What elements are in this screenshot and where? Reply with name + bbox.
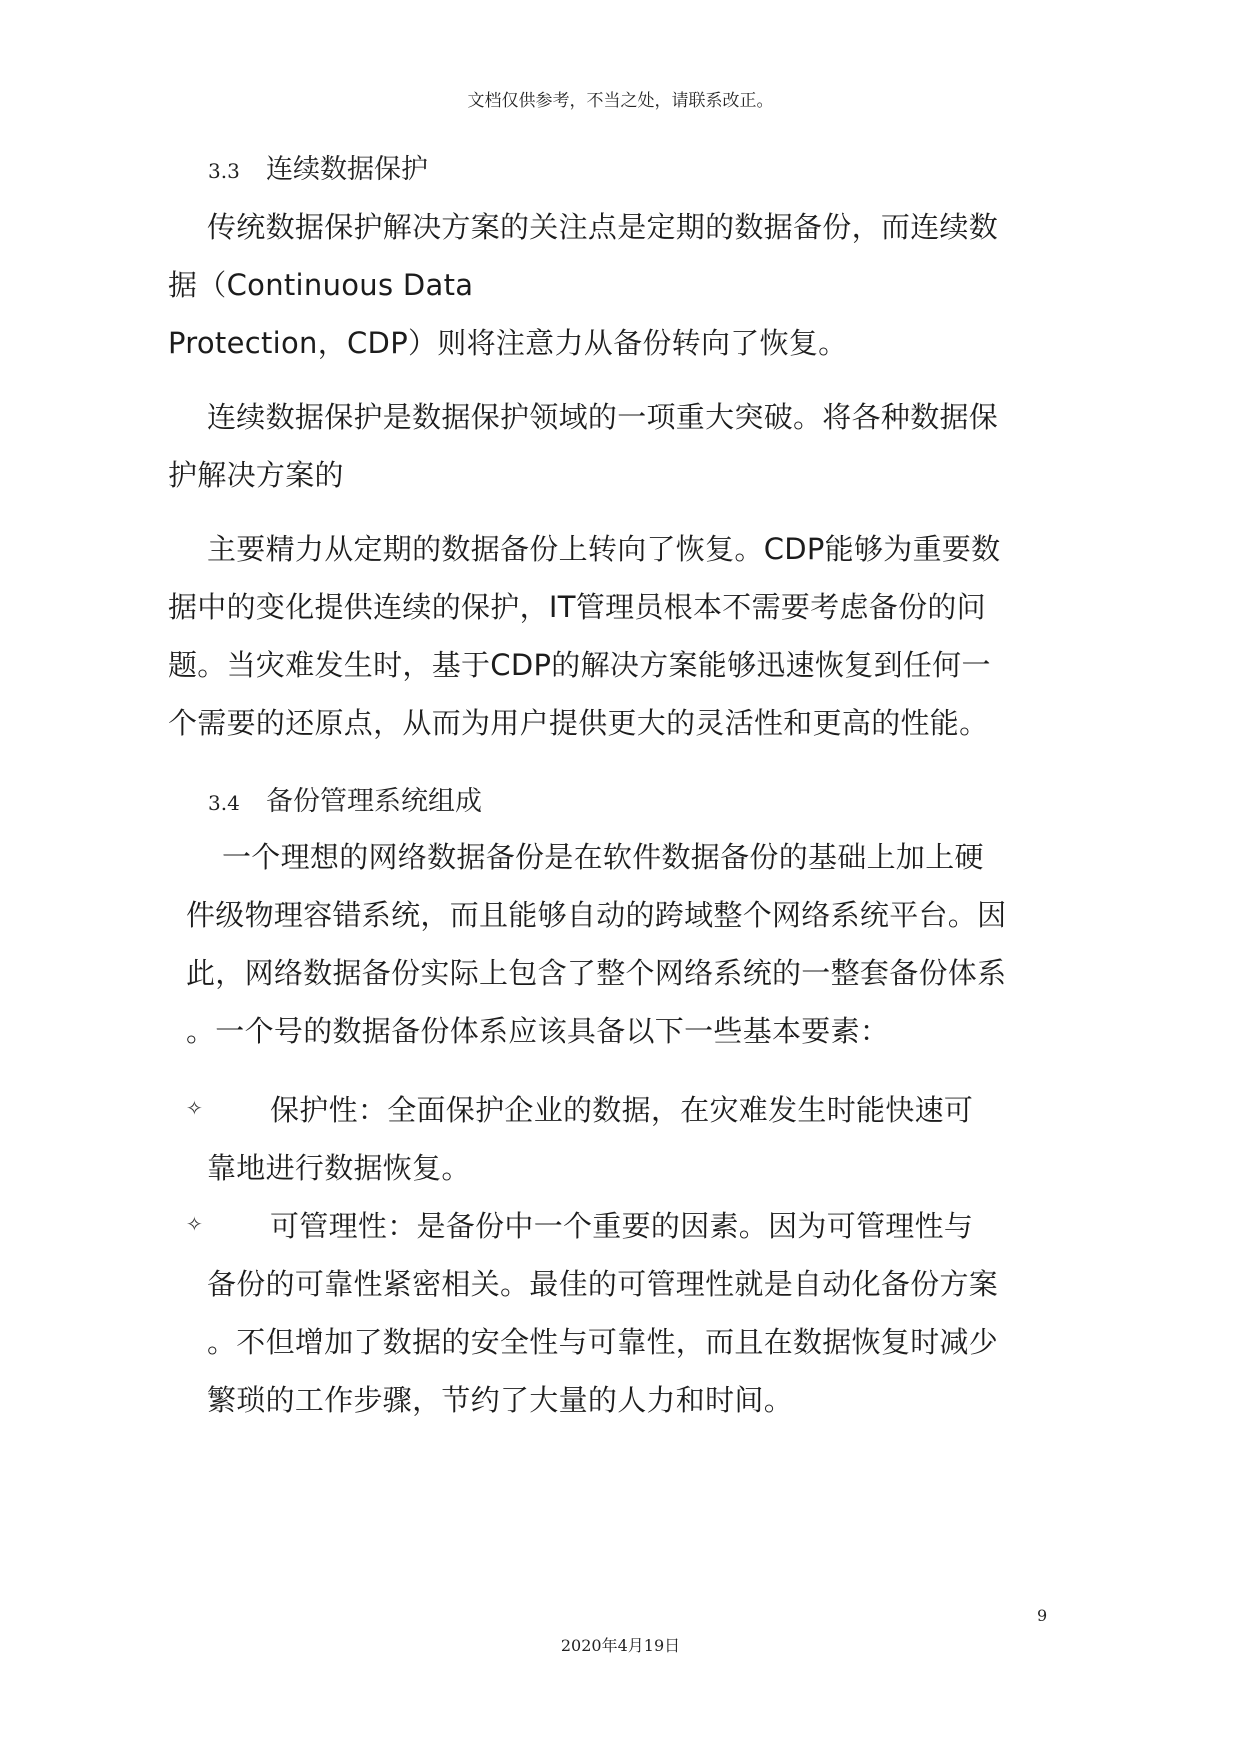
bullet-diamond-icon: ✧ <box>186 1212 203 1236</box>
section-heading-3-4 <box>208 779 482 818</box>
page-number: 9 <box>1037 1606 1048 1625</box>
paragraph-line: 题。当灾难发生时，基于CDP的解决方案能够迅速恢复到任何一 <box>168 648 991 682</box>
paragraph-line: 个需要的还原点，从而为用户提供更大的灵活性和更高的性能。 <box>168 706 989 740</box>
paragraph-line: 主要精力从定期的数据备份上转向了恢复。CDP能够为重要数 <box>207 532 1001 566</box>
bullet-item-line: 靠地进行数据恢复。 <box>207 1151 471 1185</box>
section-number: 3.3 <box>208 159 240 183</box>
paragraph-line: 件级物理容错系统，而且能够自动的跨域整个网络系统平台。因 <box>186 898 1007 932</box>
paragraph-line: 据（Continuous Data <box>168 268 474 302</box>
paragraph-line: 此，网络数据备份实际上包含了整个网络系统的一整套备份体系 <box>186 956 1007 990</box>
section-title: 备份管理系统组成 <box>266 786 482 817</box>
paragraph-line: 一个理想的网络数据备份是在软件数据备份的基础上加上硬 <box>222 840 984 874</box>
paragraph-line: 。一个号的数据备份体系应该具备以下一些基本要素： <box>186 1014 890 1048</box>
paragraph-line: 传统数据保护解决方案的关注点是定期的数据备份，而连续数 <box>207 210 999 244</box>
bullet-item-line: 保护性：全面保护企业的数据，在灾难发生时能快速可 <box>270 1093 974 1127</box>
header-disclaimer: 文档仅供参考，不当之处，请联系改正。 <box>467 91 774 111</box>
section-heading-3-3 <box>208 147 428 186</box>
footer-date: 2020年4月19日 <box>560 1636 681 1655</box>
paragraph-line: 据中的变化提供连续的保护，IT管理员根本不需要考虑备份的问 <box>168 590 986 624</box>
section-title: 连续数据保护 <box>266 154 428 185</box>
bullet-item-line: 备份的可靠性紧密相关。最佳的可管理性就是自动化备份方案 <box>207 1267 999 1301</box>
paragraph-line: Protection，CDP）则将注意力从备份转向了恢复。 <box>168 326 848 360</box>
bullet-item-line: 可管理性：是备份中一个重要的因素。因为可管理性与 <box>270 1209 974 1243</box>
paragraph-line: 护解决方案的 <box>168 458 344 492</box>
section-number: 3.4 <box>208 791 240 815</box>
bullet-item-line: 。不但增加了数据的安全性与可靠性，而且在数据恢复时减少 <box>207 1325 999 1359</box>
paragraph-line: 连续数据保护是数据保护领域的一项重大突破。将各种数据保 <box>207 400 999 434</box>
bullet-diamond-icon: ✧ <box>186 1096 203 1120</box>
bullet-item-line: 繁琐的工作步骤，节约了大量的人力和时间。 <box>207 1383 794 1417</box>
